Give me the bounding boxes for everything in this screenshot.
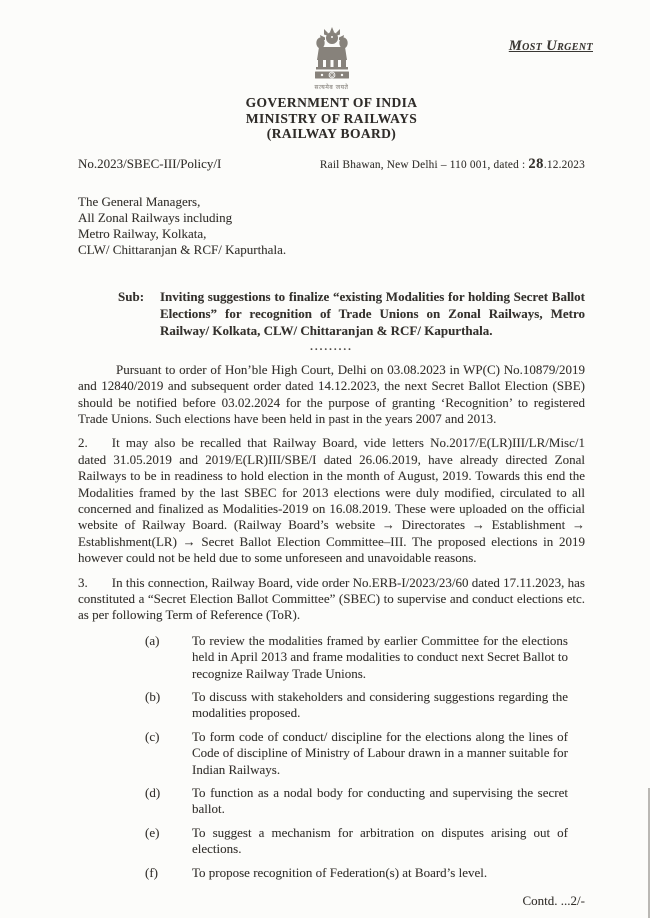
org-name-line2: MINISTRY OF RAILWAYS <box>245 110 418 126</box>
addressee-line: All Zonal Railways including <box>78 209 233 225</box>
terms-of-reference-list <box>78 633 585 881</box>
org-name-line1: GOVERNMENT OF INDIA <box>245 95 418 110</box>
tor-item-label: (e) <box>145 824 160 840</box>
ashoka-emblem-icon <box>307 26 357 84</box>
subject-label: Sub: <box>118 288 145 304</box>
tor-item-e <box>145 825 568 858</box>
subject-text: Inviting suggestions to finalize “existing Modalities for holding Secret Ballot Elections” for recognition of Trade Unions on Zonal Railways, Metro Railway/ Kolkata, CLW/ Chittaranjan & RCF/ Kapurthala. <box>160 288 585 338</box>
addressee-line: CLW/ Chittaranjan & RCF/ Kapurthala. <box>78 242 287 258</box>
paragraph-2 <box>78 435 585 566</box>
tor-item-a <box>145 633 568 682</box>
tor-item-text: To function as a nodal body for conducting and supervising the secret ballot. <box>192 785 568 817</box>
org-name-line3: (RAILWAY BOARD) <box>266 126 397 141</box>
paragraph-1 <box>78 362 585 428</box>
tor-item-f <box>145 865 568 881</box>
paragraph-3-text: In this connection, Railway Board, vide order No.ERB-I/2023/23/60 dated 17.11.2023, has constituted a “Secret Election Ballot Committee” (SBEC) to supervise and conduct elections etc. as per following Term of Reference (ToR). <box>78 574 585 623</box>
place-date-prefix: Rail Bhawan, New Delhi – 110 001, dated : <box>319 158 529 171</box>
date-day-handwritten: 28 <box>528 155 544 172</box>
tor-item-text: To form code of conduct/ discipline for the elections along the lines of Code of discipline of Ministry of Labour drawn in a manner suitable for Indian Railways. <box>192 728 568 777</box>
letter-number: No.2023/SBEC-III/Policy/I <box>78 155 222 171</box>
reference-row <box>78 156 585 173</box>
tor-item-b <box>145 689 568 722</box>
paragraph-3-number: 3. <box>78 574 88 590</box>
place-and-date <box>320 156 585 173</box>
tor-item-text: To suggest a mechanism for arbitration on disputes arising out of elections. <box>192 824 568 857</box>
continuation-note: Contd. ...2/- <box>522 893 585 909</box>
tor-item-text: To propose recognition of Federation(s) at Board’s level. <box>192 864 488 880</box>
dotted-separator: ......... <box>310 340 353 353</box>
addressee-line: The General Managers, <box>78 193 201 209</box>
emblem-block <box>78 26 585 91</box>
paragraph-2-number: 2. <box>78 435 88 451</box>
subject-block <box>118 288 585 339</box>
tor-item-label: (f) <box>145 864 158 880</box>
tor-item-text: To discuss with stakeholders and considering suggestions regarding the modalities proposed. <box>192 689 568 721</box>
paragraph-1-text: Pursuant to order of Hon’ble High Court, Delhi on 03.08.2023 in WP(C) No.10879/2019 and 12840/2019 and subsequent order dated 14.12.2023, the next Secret Ballot Election (SBE) should be notified before 03.02.2024 for the purpose of granting ‘Recognition’ to registered Trade Unions. Such elections have been held in past in the years 2007 and 2013. <box>78 361 585 426</box>
addressee-line: Metro Railway, Kolkata, <box>78 226 207 242</box>
tor-item-label: (a) <box>145 632 160 648</box>
emblem-motto: सत्यमेव जयते <box>314 84 349 91</box>
tor-item-d <box>145 785 568 818</box>
tor-item-label: (d) <box>145 785 161 801</box>
tor-item-label: (b) <box>145 689 161 704</box>
date-rest: .12.2023 <box>543 158 585 171</box>
tor-item-label: (c) <box>145 728 160 744</box>
urgency-stamp: Most Urgent <box>508 38 593 54</box>
tor-item-text: To review the modalities framed by earlier Committee for the elections held in April 2013 and frame modalities to conduct next Secret Ballot to recognize Railway Trade Unions. <box>192 632 568 681</box>
tor-item-c <box>145 729 568 778</box>
paragraph-3 <box>78 575 585 624</box>
addressee-block <box>78 194 585 259</box>
paragraph-2-text: It may also be recalled that Railway Board, vide letters No.2017/E(LR)III/LR/Misc/1 dated 31.05.2019 and 2019/E(LR)III/SBE/I dated 26.06.2019, have already directed Zonal Railways to be in readiness to hold election in the month of August, 2019. Towards this end the Modalities framed by the last SBEC for 2013 elections were duly modified, circulated to all concerned and finalized as Modalities-2019 on 16.08.2019. These were uploaded on the official website of Railway Board. (Railway Board’s website → Directorates → Establishment → Establishment(LR) → Secret Ballot Election Committee–III. The proposed elections in 2019 however could not be held due to some unforeseen and unavoidable reasons. <box>78 435 585 566</box>
